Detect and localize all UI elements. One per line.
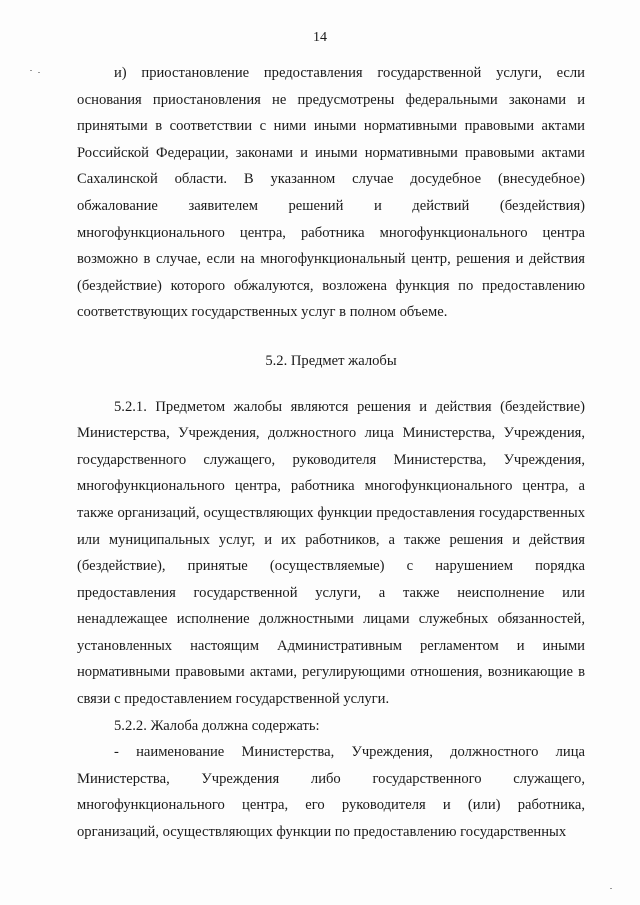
- scan-speck: [30, 70, 32, 71]
- section-heading: 5.2. Предмет жалобы: [265, 352, 397, 369]
- paragraph-complaint-subject: 5.2.1. Предметом жалобы являются решения и действия (бездействие) Министерства, Учреждения, должностного лица Министерства, Учреждения, государственного служащего, руководителя Министерства, Учреждения, многофункционального центра, работника многофункционального центра, а также организаций, осуществляющих функции предоставления государственных или муниципальных услуг, и их работников, а также решения и действия (бездействие), принятые (осуществляемые) с нарушением порядка предоставления государственной услуги, а также неисполнение или ненадлежащее исполнение должностными лицами служебных обязанностей, установленных настоящим Административным регламентом и иными нормативными правовыми актами, регулирующими отношения, возникающие в связи с предоставлением государственной услуги.: [77, 398, 585, 708]
- paragraph-list-item: - наименование Министерства, Учреждения, должностного лица Министерства, Учреждения либо государственного служащего, многофункционального центра, его руководителя и (или) работника, организаций, осуществляющих функции по предоставлению государственных: [77, 744, 585, 841]
- paragraph-suspension-grounds: и) приостановление предоставления государственной услуги, если основания приостановления не предусмотрены федеральными законами и принятыми в соответствии с ними иными нормативными правовыми актами Российской Федерации, законами и иными нормативными правовыми актами Сахалинской области. В указанном случае досудебное (внесудебное) обжалование заявителем решений и действий (бездействия) многофункционального центра, работника многофункционального центра возможно в случае, если на многофункциональный центр, решения и действия (бездействие) которого обжалуются, возложена функция по предоставлению соответствующих государственных услуг в полном объеме.: [77, 65, 585, 321]
- paragraph-complaint-contents: 5.2.2. Жалоба должна содержать:: [114, 717, 320, 734]
- scan-speck: [610, 888, 612, 889]
- document-body: [77, 60, 585, 846]
- scan-speck: [38, 72, 40, 73]
- page-number: 14: [313, 30, 327, 45]
